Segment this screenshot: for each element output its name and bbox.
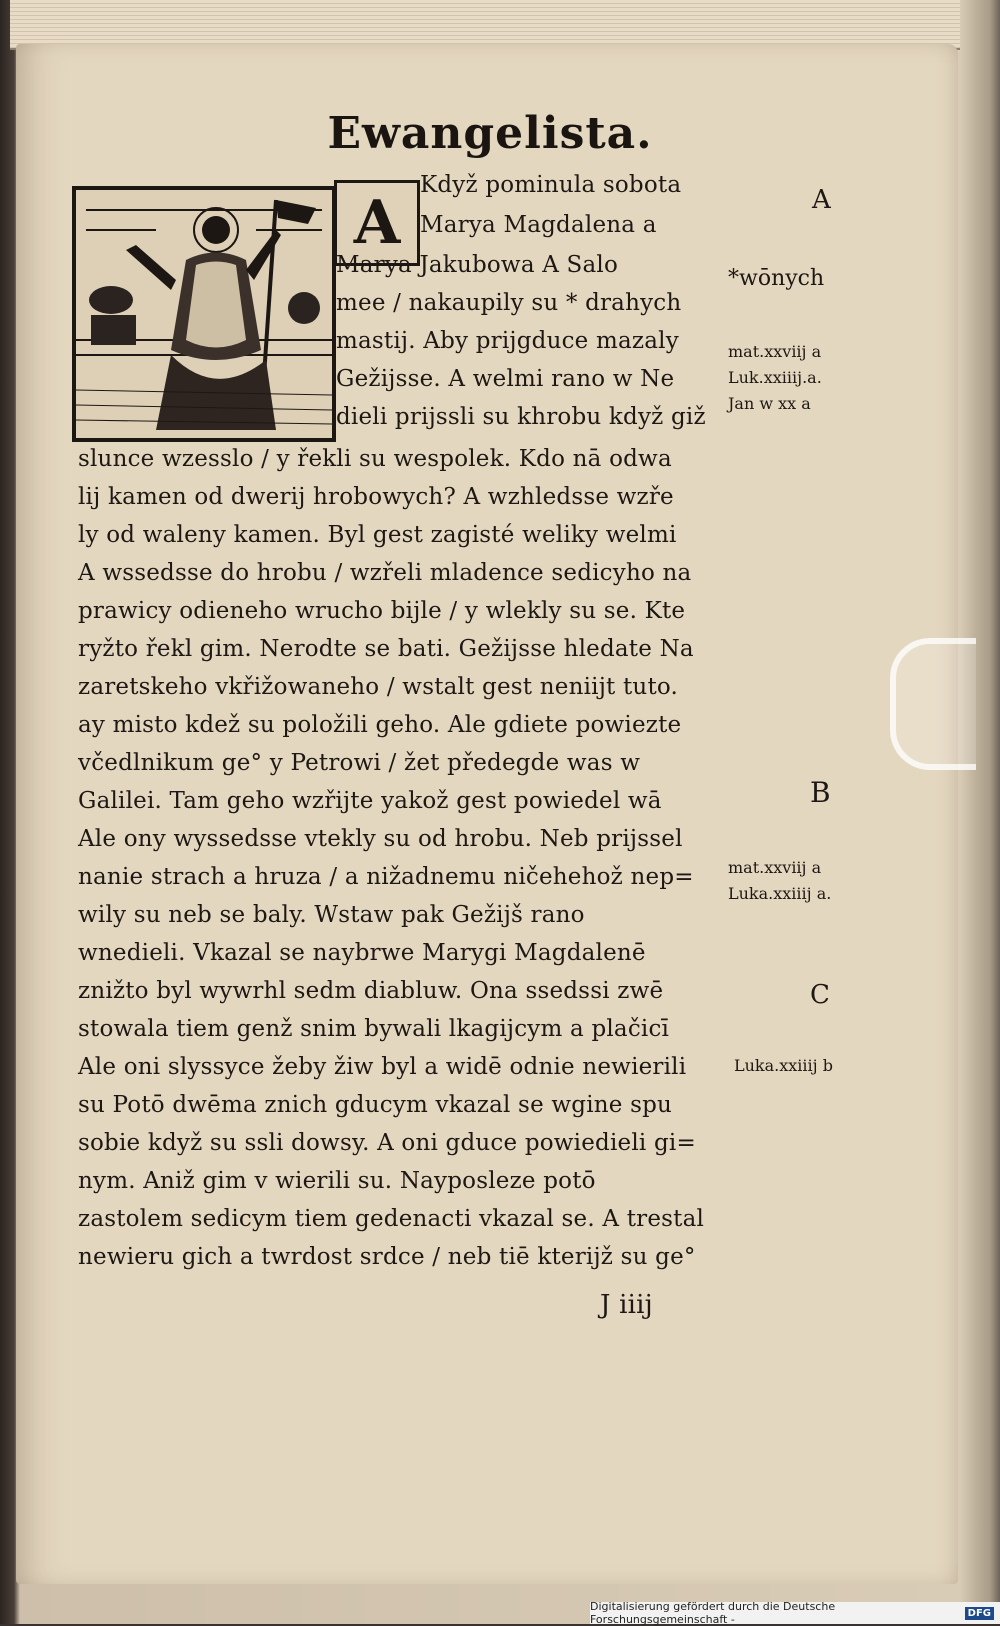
body-line: wnedieli. Vkazal se naybrwe Marygi Magdalenē <box>78 940 646 966</box>
margin-reference: mat.xxviij a <box>728 342 822 361</box>
margin-letter-a: A <box>812 185 831 215</box>
digitization-credit-text: Digitalisierung gefördert durch die Deutsche Forschungsgemeinschaft - <box>590 1600 836 1626</box>
page-heading: Ewangelista. <box>327 108 653 159</box>
body-line: sobie když su ssli dowsy. A oni gduce powiedieli gi= <box>78 1130 696 1156</box>
body-line: dieli prijssli su khrobu když giž <box>336 404 706 430</box>
body-line: mastij. Aby prijgduce mazaly <box>336 328 679 354</box>
margin-reference: mat.xxviij a <box>728 858 822 877</box>
signature-mark: J iiij <box>600 1290 653 1320</box>
body-line: zastolem sedicym tiem gedenacti vkazal se. A trestal <box>78 1206 705 1232</box>
body-line: wily su neb se baly. Wstaw pak Gežijš rano <box>78 902 585 928</box>
margin-reference: Luk.xxiiij.a. <box>728 368 822 387</box>
body-line: Marya Jakubowa A Salo <box>336 252 619 278</box>
body-line: Marya Magdalena a <box>420 212 657 238</box>
body-line: A wssedsse do hrobu / wzřeli mladence sedicyho na <box>78 560 692 586</box>
risen-christ-woodcut-image <box>76 190 332 438</box>
body-line: slunce wzesslo / y řekli su wespolek. Kdo nā odwa <box>78 446 672 472</box>
body-line: su Potō dwēma znich gducym vkazal se wgine spu <box>78 1092 673 1118</box>
body-line: Galilei. Tam geho wzřijte yakož gest powiedel wā <box>78 788 662 814</box>
paper-clip <box>890 638 976 770</box>
body-line: včedlnikum ge° y Petrowi / žet předegde was w <box>78 750 641 776</box>
body-line: nym. Aniž gim v wierili su. Nayposleze potō <box>78 1168 596 1194</box>
dfg-logo: DFG <box>965 1607 994 1620</box>
body-line: mee / nakaupily su * drahych <box>336 290 682 316</box>
margin-letter-c: C <box>810 980 830 1010</box>
woodcut-illustration <box>72 186 336 442</box>
body-line: ay misto kdež su položili geho. Ale gdiete powiezte <box>78 712 682 738</box>
body-line: zaretskeho vkřižowaneho / wstalt gest neniijt tuto. <box>78 674 679 700</box>
body-line: nanie strach a hruza / a nižadnemu ničehehož nep= <box>78 864 694 890</box>
digitization-credit-bar <box>590 1602 1000 1624</box>
body-line: ly od waleny kamen. Byl gest zagisté weliky welmi <box>78 522 677 548</box>
body-line: znižto byl wywrhl sedm diabluw. Ona ssedssi zwē <box>78 978 664 1004</box>
body-line: ryžto řekl gim. Nerodte se bati. Gežijsse hledate Na <box>78 636 694 662</box>
body-line: prawicy odieneho wrucho bijle / y wlekly su se. Kte <box>78 598 686 624</box>
body-line: stowala tiem genž snim bywali lkagijcym a plačicī <box>78 1016 670 1042</box>
body-line: Když pominula sobota <box>420 172 682 198</box>
body-line: Ale ony wyssedsse vtekly su od hrobu. Neb prijssel <box>78 826 683 852</box>
margin-reference: Luka.xxiiij a. <box>728 884 832 903</box>
body-line: Gežijsse. A welmi rano w Ne <box>336 366 675 392</box>
page-stack-edge <box>10 0 960 50</box>
body-line: Ale oni slyssyce žeby žiw byl a widē odnie newierili <box>78 1054 687 1080</box>
body-line: newieru gich a twrdost srdce / neb tiē kterijž su ge° <box>78 1244 696 1270</box>
margin-reference: Luka.xxiiij b <box>734 1056 833 1075</box>
body-line: lij kamen od dwerij hrobowych? A wzhledsse wzře <box>78 484 674 510</box>
drop-cap-letter: A <box>353 188 401 258</box>
margin-letter-b: B <box>810 776 831 809</box>
margin-reference: Jan w xx a <box>728 394 811 413</box>
margin-gloss-wonnych: *wōnych <box>728 266 825 291</box>
